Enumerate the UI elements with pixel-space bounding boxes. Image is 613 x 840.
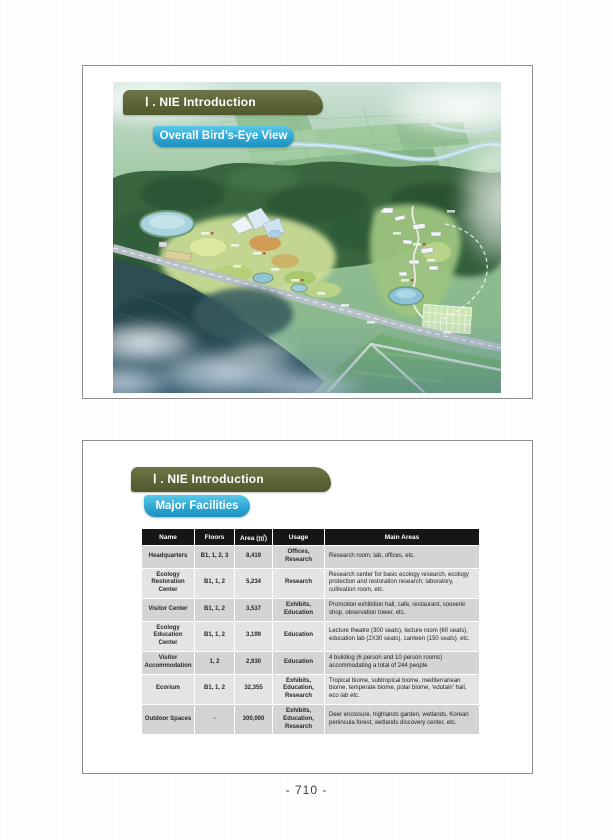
col-header-name: Name (142, 529, 195, 546)
section-title-banner (131, 467, 331, 492)
slide-subtitle: Major Facilities (155, 500, 239, 512)
bottom-tint (113, 320, 501, 393)
cell-main: Deer enclosure, highlands garden, wetlands, Korean peninsula forest, wetlands discovery center, etc. (325, 704, 480, 734)
table-row (142, 651, 480, 674)
cell-name: Visitor Center (142, 598, 195, 621)
cell-usage: Research (273, 568, 325, 598)
slide-subtitle: Overall Bird’s-Eye View (159, 130, 288, 142)
section-title: Ⅰ . NIE Introduction (145, 95, 256, 109)
cell-area: 32,355 (235, 674, 273, 704)
cell-name: Ecorium (142, 674, 195, 704)
table-header-row (142, 529, 480, 546)
col-header-area: Area (㎡) (235, 529, 273, 546)
slide-subtitle-pill (144, 495, 250, 517)
table-row (142, 546, 480, 569)
table-row (142, 704, 480, 734)
cell-usage: Exhibits, Education (273, 598, 325, 621)
cell-main: Tropical biome, subtropical biome, mediterranean biome, temperate biome, polar biome, ‘edutain’ hall, eco lab etc. (325, 674, 480, 704)
cell-main: Lecture theatre (300 seats), lecture room (60 seats), education lab (2X30 seats), canteen (150 seats), etc. (325, 621, 480, 651)
cell-floors: 1, 2 (195, 651, 235, 674)
cell-usage: Offices, Research (273, 546, 325, 569)
cell-floors: - (195, 704, 235, 734)
page-number: - 710 - (285, 783, 328, 797)
col-header-main: Main Areas (325, 529, 480, 546)
cell-area: 300,000 (235, 704, 273, 734)
cell-main: Promotion exhibition hall, cafe, restaurant, souvenir shop, observation tower, etc. (325, 598, 480, 621)
slide-major-facilities (82, 440, 533, 774)
col-header-floors: Floors (195, 529, 235, 546)
cell-usage: Education (273, 621, 325, 651)
cell-floors: B1, 1, 2 (195, 568, 235, 598)
cell-main: Research room, lab, offices, etc. (325, 546, 480, 569)
cell-usage: Exhibits, Education, Research (273, 674, 325, 704)
cell-usage: Education (273, 651, 325, 674)
cell-area: 3,199 (235, 621, 273, 651)
pond-right (389, 287, 423, 305)
cell-floors: B1, 1, 2 (195, 674, 235, 704)
cell-area: 5,234 (235, 568, 273, 598)
cell-area: 8,419 (235, 546, 273, 569)
pond-left (140, 211, 194, 237)
cell-main: 4 building (6 person and 10 person rooms) accommodating a total of 244 people (325, 651, 480, 674)
section-title: Ⅰ . NIE Introduction (153, 472, 264, 486)
table-row (142, 598, 480, 621)
col-header-usage: Usage (273, 529, 325, 546)
cell-area: 3,537 (235, 598, 273, 621)
cell-floors: B1, 1, 2 (195, 598, 235, 621)
cell-name: Ecology Restoration Center (142, 568, 195, 598)
section-title-banner (123, 90, 323, 115)
table-row (142, 621, 480, 651)
cell-name: Headquarters (142, 546, 195, 569)
cell-main: Research center for basic ecology research, ecology protection and restoration research; laboratory, cultivation room, etc. (325, 568, 480, 598)
cell-name: Outdoor Spaces (142, 704, 195, 734)
cell-floors: B1, 1, 2 (195, 621, 235, 651)
table-row (142, 568, 480, 598)
slide-subtitle-pill (153, 126, 294, 147)
cell-name: Visitor Accommodation (142, 651, 195, 674)
slide-bird-eye-view (82, 65, 533, 399)
cell-usage: Exhibits, Education, Research (273, 704, 325, 734)
cell-floors: B1, 1, 2, 3 (195, 546, 235, 569)
facilities-table (141, 528, 480, 735)
table-row (142, 674, 480, 704)
cell-area: 2,930 (235, 651, 273, 674)
cell-name: Ecology Education Center (142, 621, 195, 651)
